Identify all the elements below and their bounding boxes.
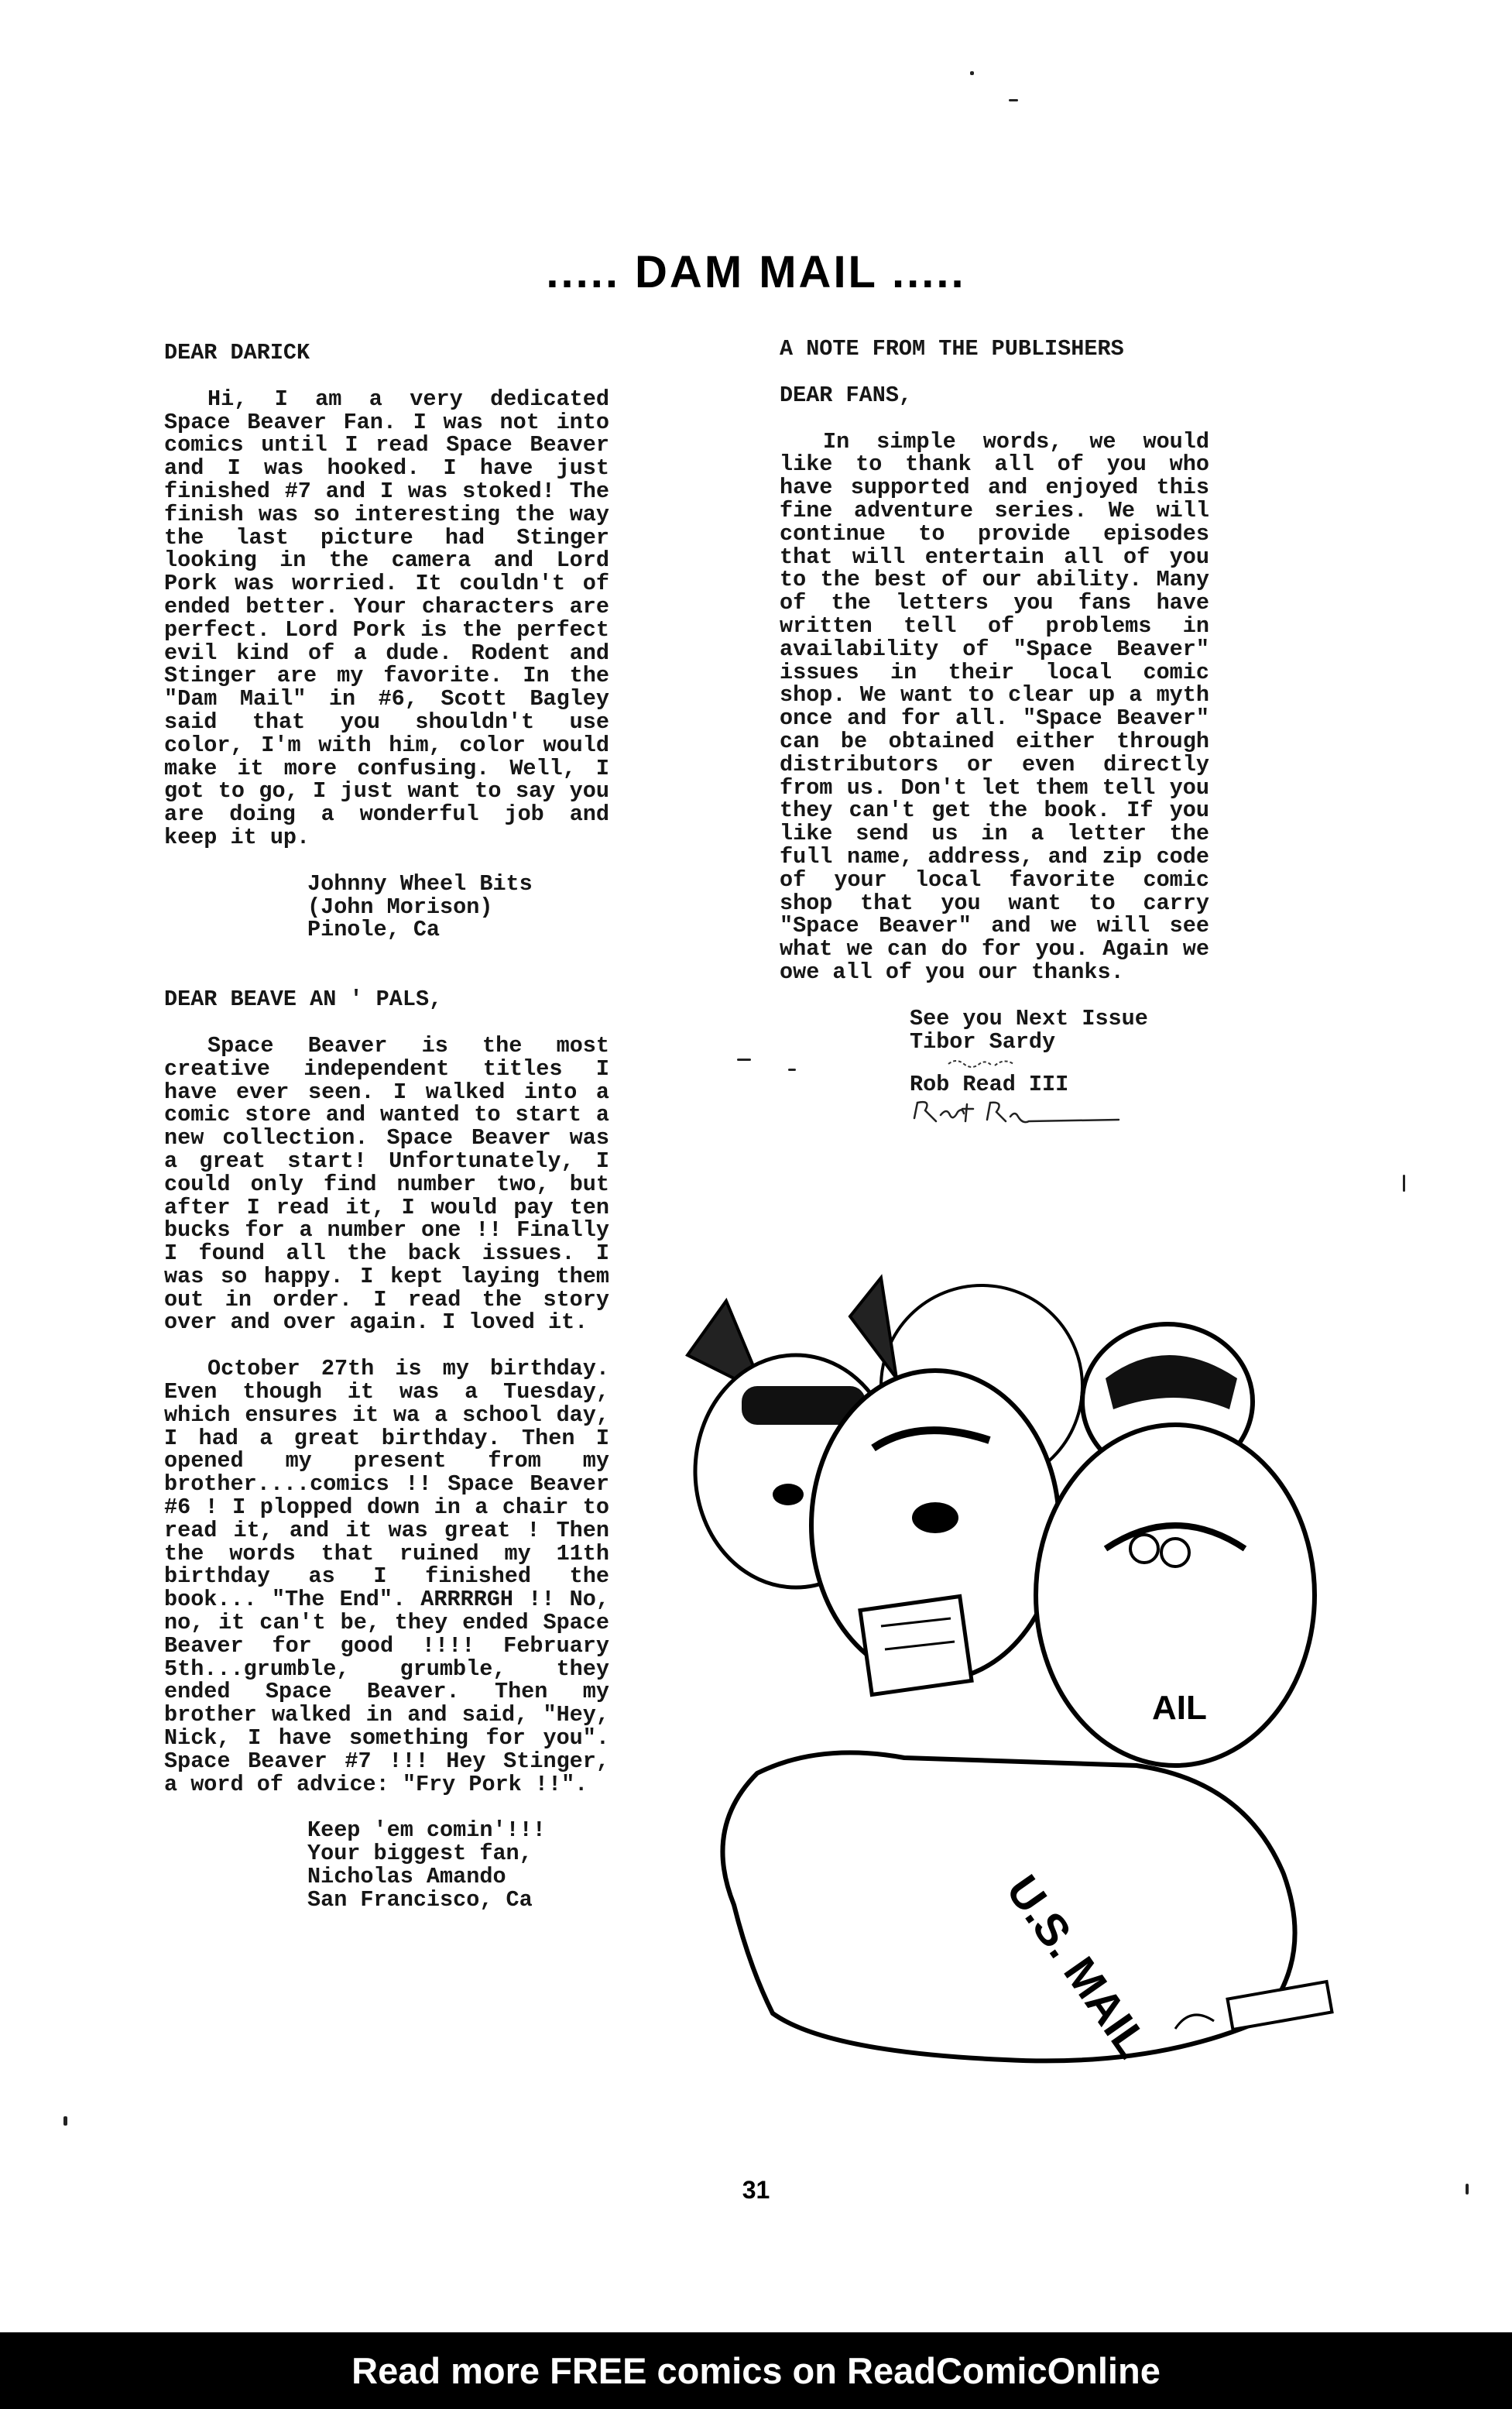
- signature-scrawl-1: [910, 1053, 1041, 1073]
- speck: [970, 71, 974, 75]
- left-column: [164, 341, 609, 1912]
- read-more-banner[interactable]: Read more FREE comics on ReadComicOnline: [0, 2332, 1512, 2409]
- mail-bag-characters-illustration: [672, 1270, 1346, 2068]
- right-column: [780, 338, 1209, 1127]
- right-ear: [850, 1278, 897, 1378]
- letter2-signature-line-1: Keep 'em comin'!!!: [307, 1817, 546, 1844]
- speck: [737, 1059, 751, 1061]
- publisher-note-body: In simple words, we would like to thank all of you who have supported and enjoyed this fine adventure series. We will continue to provide episodes that will entertain all of you to the best of our ability. Many of the letters you fans have written tell of problems in availability of "Space Beaver" issues in their local comic shop. We want to clear up a myth once and for all. "Space Beaver" can be obtained either through distributors or even directly from us. Don't let them tell you they can't get the book. If you like send us in a letter the full name, address, and zip code of your local favorite comic shop that you want to carry "Space Beaver" and we will see what we can do for you. Again we owe all of you our thanks.: [780, 428, 1209, 985]
- publisher-note-closing: See you Next Issue: [910, 1005, 1148, 1031]
- signer-1-name: Tibor Sardy: [910, 1028, 1056, 1055]
- letter2-signature-line-4: San Francisco, Ca: [307, 1886, 533, 1913]
- sack-label: U.S. MAIL: [996, 1866, 1158, 2068]
- letter1-signature-name: Johnny Wheel Bits: [307, 870, 533, 897]
- signer-2-name: Rob Read III: [910, 1072, 1069, 1098]
- letter2-paragraph-2: October 27th is my birthday. Even though it was a Tuesday, which ensures it wa a school day, I had a great birthday. Then I opened my present from my brother....comics !! Space Beaver #6 ! I plopped down in a chair to read it, and it was great ! Then the words that ruined my 11th birthday as I finished the book... "The End". ARRRRGH !! No, no, it can't be, they ended Space Beaver for good !!!! February 5th...grumble, grumble, they ended Space Beaver. Then my brother walked in and said, "Hey, Nick, I have something for you". Space Beaver #7 !!! Hey Stinger, a word of advice: "Fry Pork !!".: [164, 1356, 609, 1797]
- letter1-signature-realname: (John Morison): [307, 894, 493, 920]
- page-title: ..... DAM MAIL .....: [546, 247, 966, 297]
- speck: [1009, 99, 1018, 101]
- publisher-note-heading: A NOTE FROM THE PUBLISHERS: [780, 336, 1124, 362]
- bag-partial-label: AIL: [1152, 1689, 1207, 1727]
- letter1-body: Hi, I am a very dedicated Space Beaver Fan. I was not into comics until I read Space Beaver and I was hooked. I have just finished #7 and I was stoked! The finish was so interesting the way the last picture had Stinger looking in the camera and Lord Pork was worried. It couldn't of ended better. Your characters are perfect. Lord Pork is the perfect evil kind of a dude. Rodent and Stinger are my favorite. In the "Dam Mail" in #6, Scott Bagley said that you shouldn't use color, I'm with him, color would make it more confusing. Well, I got to go, I just want to say you are doing a wonderful job and keep it up.: [164, 386, 609, 850]
- letter2-signature-line-2: Your biggest fan,: [307, 1841, 533, 1867]
- beaver-nose: [912, 1502, 958, 1533]
- letter2-signature-line-3: Nicholas Amando: [307, 1864, 506, 1890]
- speck: [63, 2116, 67, 2126]
- letter2-salutation: DEAR BEAVE AN ' PALS,: [164, 987, 443, 1013]
- publisher-note-salutation: DEAR FANS,: [780, 382, 913, 408]
- letter2-paragraph-1: Space Beaver is the most creative independent titles I have ever seen. I walked into a comic store and wanted to start a new collection. Space Beaver was a great start! Unfortunately, I could only find number two, but after I read it, I would pay ten bucks for a number one !! Finally I found all the back issues. I was so happy. I kept laying them out in order. I read the story over and over again. I loved it.: [164, 1032, 609, 1336]
- speck: [1403, 1175, 1405, 1192]
- speck: [788, 1069, 796, 1071]
- letter1-salutation: DEAR DARICK: [164, 340, 310, 365]
- page-number: 31: [742, 2176, 770, 2204]
- speck: [1466, 2184, 1469, 2195]
- letter1-signature-location: Pinole, Ca: [307, 917, 441, 943]
- signature-scrawl-2: [910, 1096, 1126, 1127]
- rodent-nose: [773, 1484, 804, 1505]
